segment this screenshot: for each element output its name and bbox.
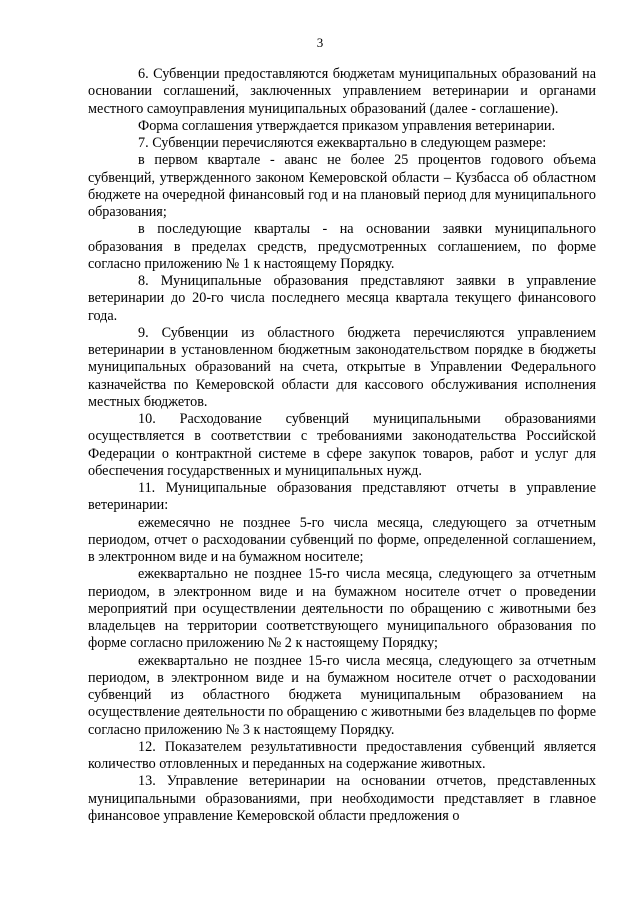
paragraph-11-monthly: ежемесячно не позднее 5-го числа месяца, следующего за отчетным периодом, отчет о расходовании субвенций по форме, определенной соглашением, в электронном виде и на бумажном носителе; <box>88 514 596 565</box>
paragraph-7-first-quarter: в первом квартале - аванс не более 25 процентов годового объема субвенций, утвержденного законом Кемеровской области – Кузбасса об областном бюджете на очередной финансовый год и на плановый период для муниципального образования; <box>88 152 596 220</box>
paragraph-10: 10. Расходование субвенций муниципальными образованиями осуществляется в соответствии с требованиями законодательства Российской Федерации о контрактной системе в сфере закупок товаров, работ и услуг для обеспечения государственных и муниципальных нужд. <box>88 411 596 479</box>
paragraph-6: 6. Субвенции предоставляются бюджетам муниципальных образований на основании соглашений, заключенных управлением ветеринарии и органами местного самоуправления муниципальных образований (далее - соглашение). <box>88 66 596 117</box>
paragraph-9: 9. Субвенции из областного бюджета перечисляются управлением ветеринарии в установленном бюджетным законодательством порядке в бюджеты муниципальных образований на счета, открытые в Управлении Федерального казначейства по Кемеровской области для кассового обслуживания исполнения местных бюджетов. <box>88 324 596 410</box>
paragraph-agreement-form: Форма соглашения утверждается приказом управления ветеринарии. <box>138 117 556 134</box>
paragraph-11: 11. Муниципальные образования представляют отчеты в управление ветеринарии: <box>88 480 596 514</box>
paragraph-8: 8. Муниципальные образования представляют заявки в управление ветеринарии до 20-го числа последнего месяца квартала текущего финансового года. <box>88 273 596 324</box>
paragraph-7-next-quarters: в последующие кварталы - на основании заявки муниципального образования в пределах средств, предусмотренных соглашением, по форме согласно приложению № 1 к настоящему Порядку. <box>88 221 596 272</box>
paragraph-12: 12. Показателем результативности предоставления субвенций является количество отловленных и переданных на содержание животных. <box>88 738 596 772</box>
paragraph-11-quarterly-activities: ежеквартально не позднее 15-го числа месяца, следующего за отчетным периодом, в электронном виде и на бумажном носителе отчет о проведении мероприятий при осуществлении деятельности по обращению с животными без владельцев на территории соответствующего муниципального образования по форме согласно приложению № 2 к настоящему Порядку; <box>88 566 596 652</box>
paragraph-7: 7. Субвенции перечисляются ежеквартально в следующем размере: <box>138 135 547 151</box>
paragraph-11-quarterly-spending: ежеквартально не позднее 15-го числа месяца, следующего за отчетным периодом, в электронном виде и на бумажном носителе отчет о расходовании субвенций из областного бюджета муниципальным образованием на осуществление деятельности по обращению с животными без владельцев по форме согласно приложению № 3 к настоящему Порядку. <box>88 652 596 738</box>
document-body <box>88 66 596 825</box>
page-number: 3 <box>316 35 324 50</box>
paragraph-13: 13. Управление ветеринарии на основании отчетов, представленных муниципальными образованиями, при необходимости представляет в главное финансовое управление Кемеровской области предложения о <box>88 773 596 824</box>
